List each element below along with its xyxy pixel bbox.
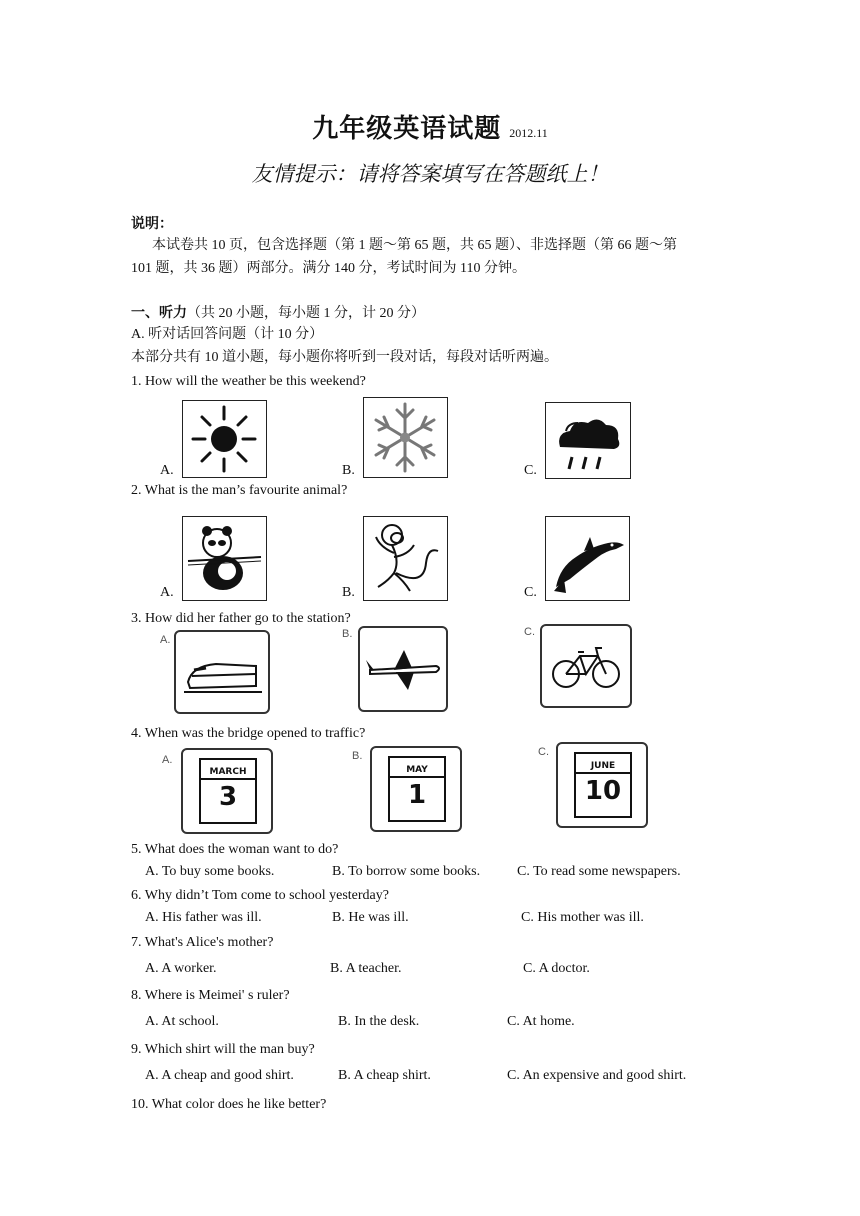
calendar-day: 10 — [584, 776, 622, 806]
option-c: C. At home. — [507, 1014, 575, 1029]
instructions-line-1: 本试卷共 10 页，包含选择题（第 1 题～第 65 题，共 65 题）、非选择题（第 66 题～第 — [152, 238, 677, 253]
part-a-heading: A. 听对话回答问题（计 10 分） — [131, 327, 324, 342]
option-b-label: B. — [342, 628, 353, 640]
option-b-label: B. — [342, 585, 355, 600]
option-a: A. A worker. — [145, 961, 217, 976]
calendar-icon — [181, 748, 273, 834]
option-a-label: A. — [160, 463, 174, 478]
rain-cloud-icon — [545, 402, 631, 479]
option-c-label: C. — [524, 626, 535, 638]
calendar-day: 1 — [407, 780, 427, 810]
calendar-day: 3 — [218, 782, 238, 812]
option-a: A. To buy some books. — [145, 864, 275, 879]
option-b: B. In the desk. — [338, 1014, 420, 1029]
sun-icon — [182, 400, 267, 478]
question-10: 10. What color does he like better? — [131, 1097, 327, 1112]
bicycle-icon — [540, 624, 632, 708]
calendar-icon — [370, 746, 462, 832]
section-heading-rest: （共 20 小题，每小题 1 分，计 20 分） — [187, 306, 425, 321]
calendar-month: MARCH — [201, 760, 255, 780]
instructions-label: 说明： — [131, 216, 173, 232]
option-b: B. To borrow some books. — [332, 864, 481, 879]
part-a-description: 本部分共有 10 道小题，每小题你将听到一段对话，每段对话听两遍。 — [131, 350, 558, 365]
train-icon — [174, 630, 270, 714]
page-title — [0, 108, 860, 145]
question-2: 2. What is the man’s favourite animal? — [131, 483, 348, 498]
option-c-label: C. — [524, 463, 537, 478]
panda-icon — [182, 516, 267, 601]
option-c-label: C. — [524, 585, 537, 600]
dolphin-icon — [545, 516, 630, 601]
option-a-label: A. — [162, 754, 173, 766]
question-4: 4. When was the bridge opened to traffic? — [131, 726, 366, 741]
calendar-icon — [556, 742, 648, 828]
section-heading — [131, 302, 425, 325]
option-b: B. He was ill. — [332, 910, 409, 925]
instructions-line-2: 101 题，共 36 题）两部分。满分 140 分，考试时间为 110 分钟。 — [131, 261, 526, 276]
plane-icon — [358, 626, 448, 712]
option-c: C. An expensive and good shirt. — [507, 1068, 687, 1083]
question-1: 1. How will the weather be this weekend? — [131, 374, 366, 389]
option-b-label: B. — [352, 750, 363, 762]
exam-date: 2012.11 — [509, 126, 548, 140]
question-9: 9. Which shirt will the man buy? — [131, 1042, 315, 1057]
question-7: 7. What's Alice's mother? — [131, 935, 274, 950]
option-b-label: B. — [342, 463, 355, 478]
option-b: B. A cheap shirt. — [338, 1068, 431, 1083]
option-a-label: A. — [160, 585, 174, 600]
snowflake-icon — [363, 397, 448, 478]
question-5: 5. What does the woman want to do? — [131, 842, 339, 857]
option-a: A. At school. — [145, 1014, 219, 1029]
option-a: A. His father was ill. — [145, 910, 262, 925]
question-8: 8. Where is Meimei' s ruler? — [131, 988, 290, 1003]
option-b: B. A teacher. — [330, 961, 402, 976]
section-heading-bold: 一、听力 — [131, 305, 187, 321]
option-c: C. A doctor. — [523, 961, 590, 976]
question-3: 3. How did her father go to the station? — [131, 611, 351, 626]
monkey-icon — [363, 516, 448, 601]
calendar-month: JUNE — [576, 754, 630, 774]
exam-title: 九年级英语试题 — [312, 114, 502, 144]
option-c-label: C. — [538, 746, 549, 758]
option-c: C. His mother was ill. — [521, 910, 644, 925]
option-c: C. To read some newspapers. — [517, 864, 681, 879]
calendar-month: MAY — [390, 758, 444, 778]
question-6: 6. Why didn’t Tom come to school yesterday? — [131, 888, 389, 903]
option-a: A. A cheap and good shirt. — [145, 1068, 294, 1083]
reminder-text: 友情提示：请将答案填写在答题纸上！ — [251, 162, 609, 186]
option-a-label: A. — [160, 634, 171, 646]
